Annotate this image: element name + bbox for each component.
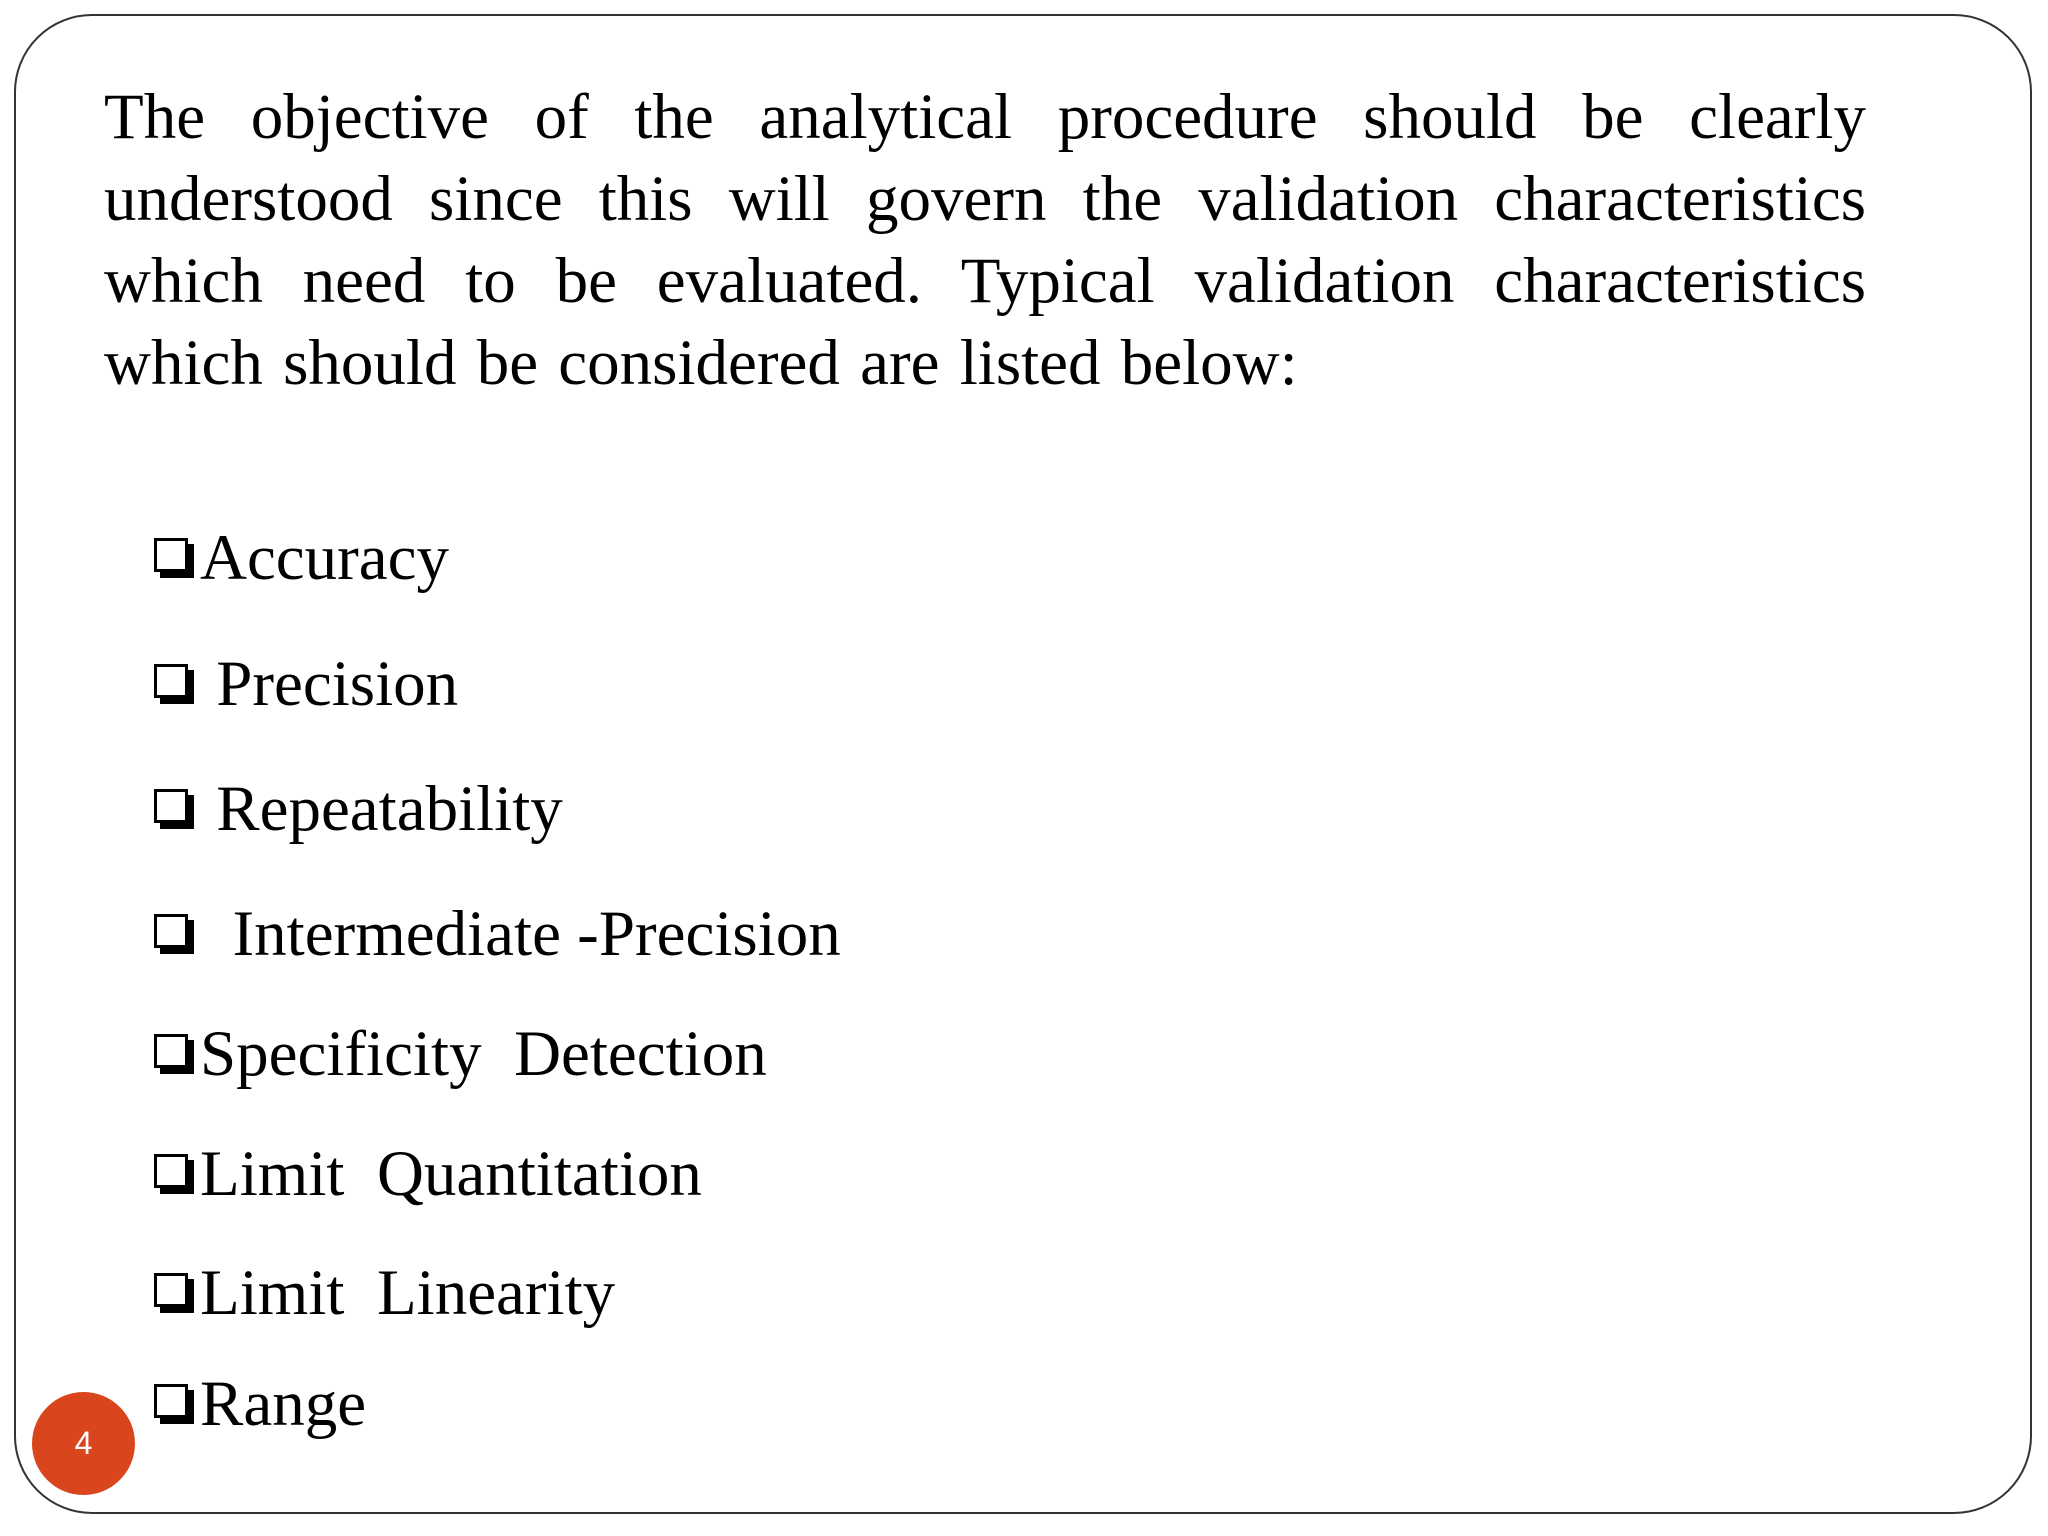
list-item-label: Range	[200, 1368, 367, 1440]
checkbox-icon	[154, 538, 194, 578]
checkbox-icon	[154, 914, 194, 954]
list-item-repeatability	[154, 769, 563, 849]
checkbox-icon	[154, 1273, 194, 1313]
list-item-range	[154, 1364, 366, 1444]
list-item-label: Repeatability	[200, 773, 563, 845]
list-item-label: Specificity Detection	[200, 1018, 767, 1090]
list-item-label: Accuracy	[200, 522, 449, 594]
list-item-precision	[154, 644, 458, 724]
list-item-limit-linearity	[154, 1253, 615, 1333]
checkbox-icon	[154, 1154, 194, 1194]
list-item-specificity-detection	[154, 1014, 767, 1094]
list-item-label: Precision	[200, 648, 459, 720]
list-item-limit-quantitation	[154, 1134, 702, 1214]
page-number-badge: 4	[32, 1392, 135, 1495]
checkbox-icon	[154, 1384, 194, 1424]
checkbox-icon	[154, 664, 194, 704]
list-item-accuracy	[154, 518, 449, 598]
checkbox-icon	[154, 1034, 194, 1074]
list-item-intermediate-precision	[154, 894, 841, 974]
list-item-label: Intermediate -Precision	[200, 898, 841, 970]
checkbox-icon	[154, 789, 194, 829]
list-item-label: Limit Quantitation	[200, 1138, 702, 1210]
intro-paragraph: The objective of the analytical procedure should be clearly understood since this will govern the validation characteristics which need to be evaluated. Typical validation characteristics which should be considered are listed below:	[104, 81, 1866, 399]
list-item-label: Limit Linearity	[200, 1257, 616, 1329]
